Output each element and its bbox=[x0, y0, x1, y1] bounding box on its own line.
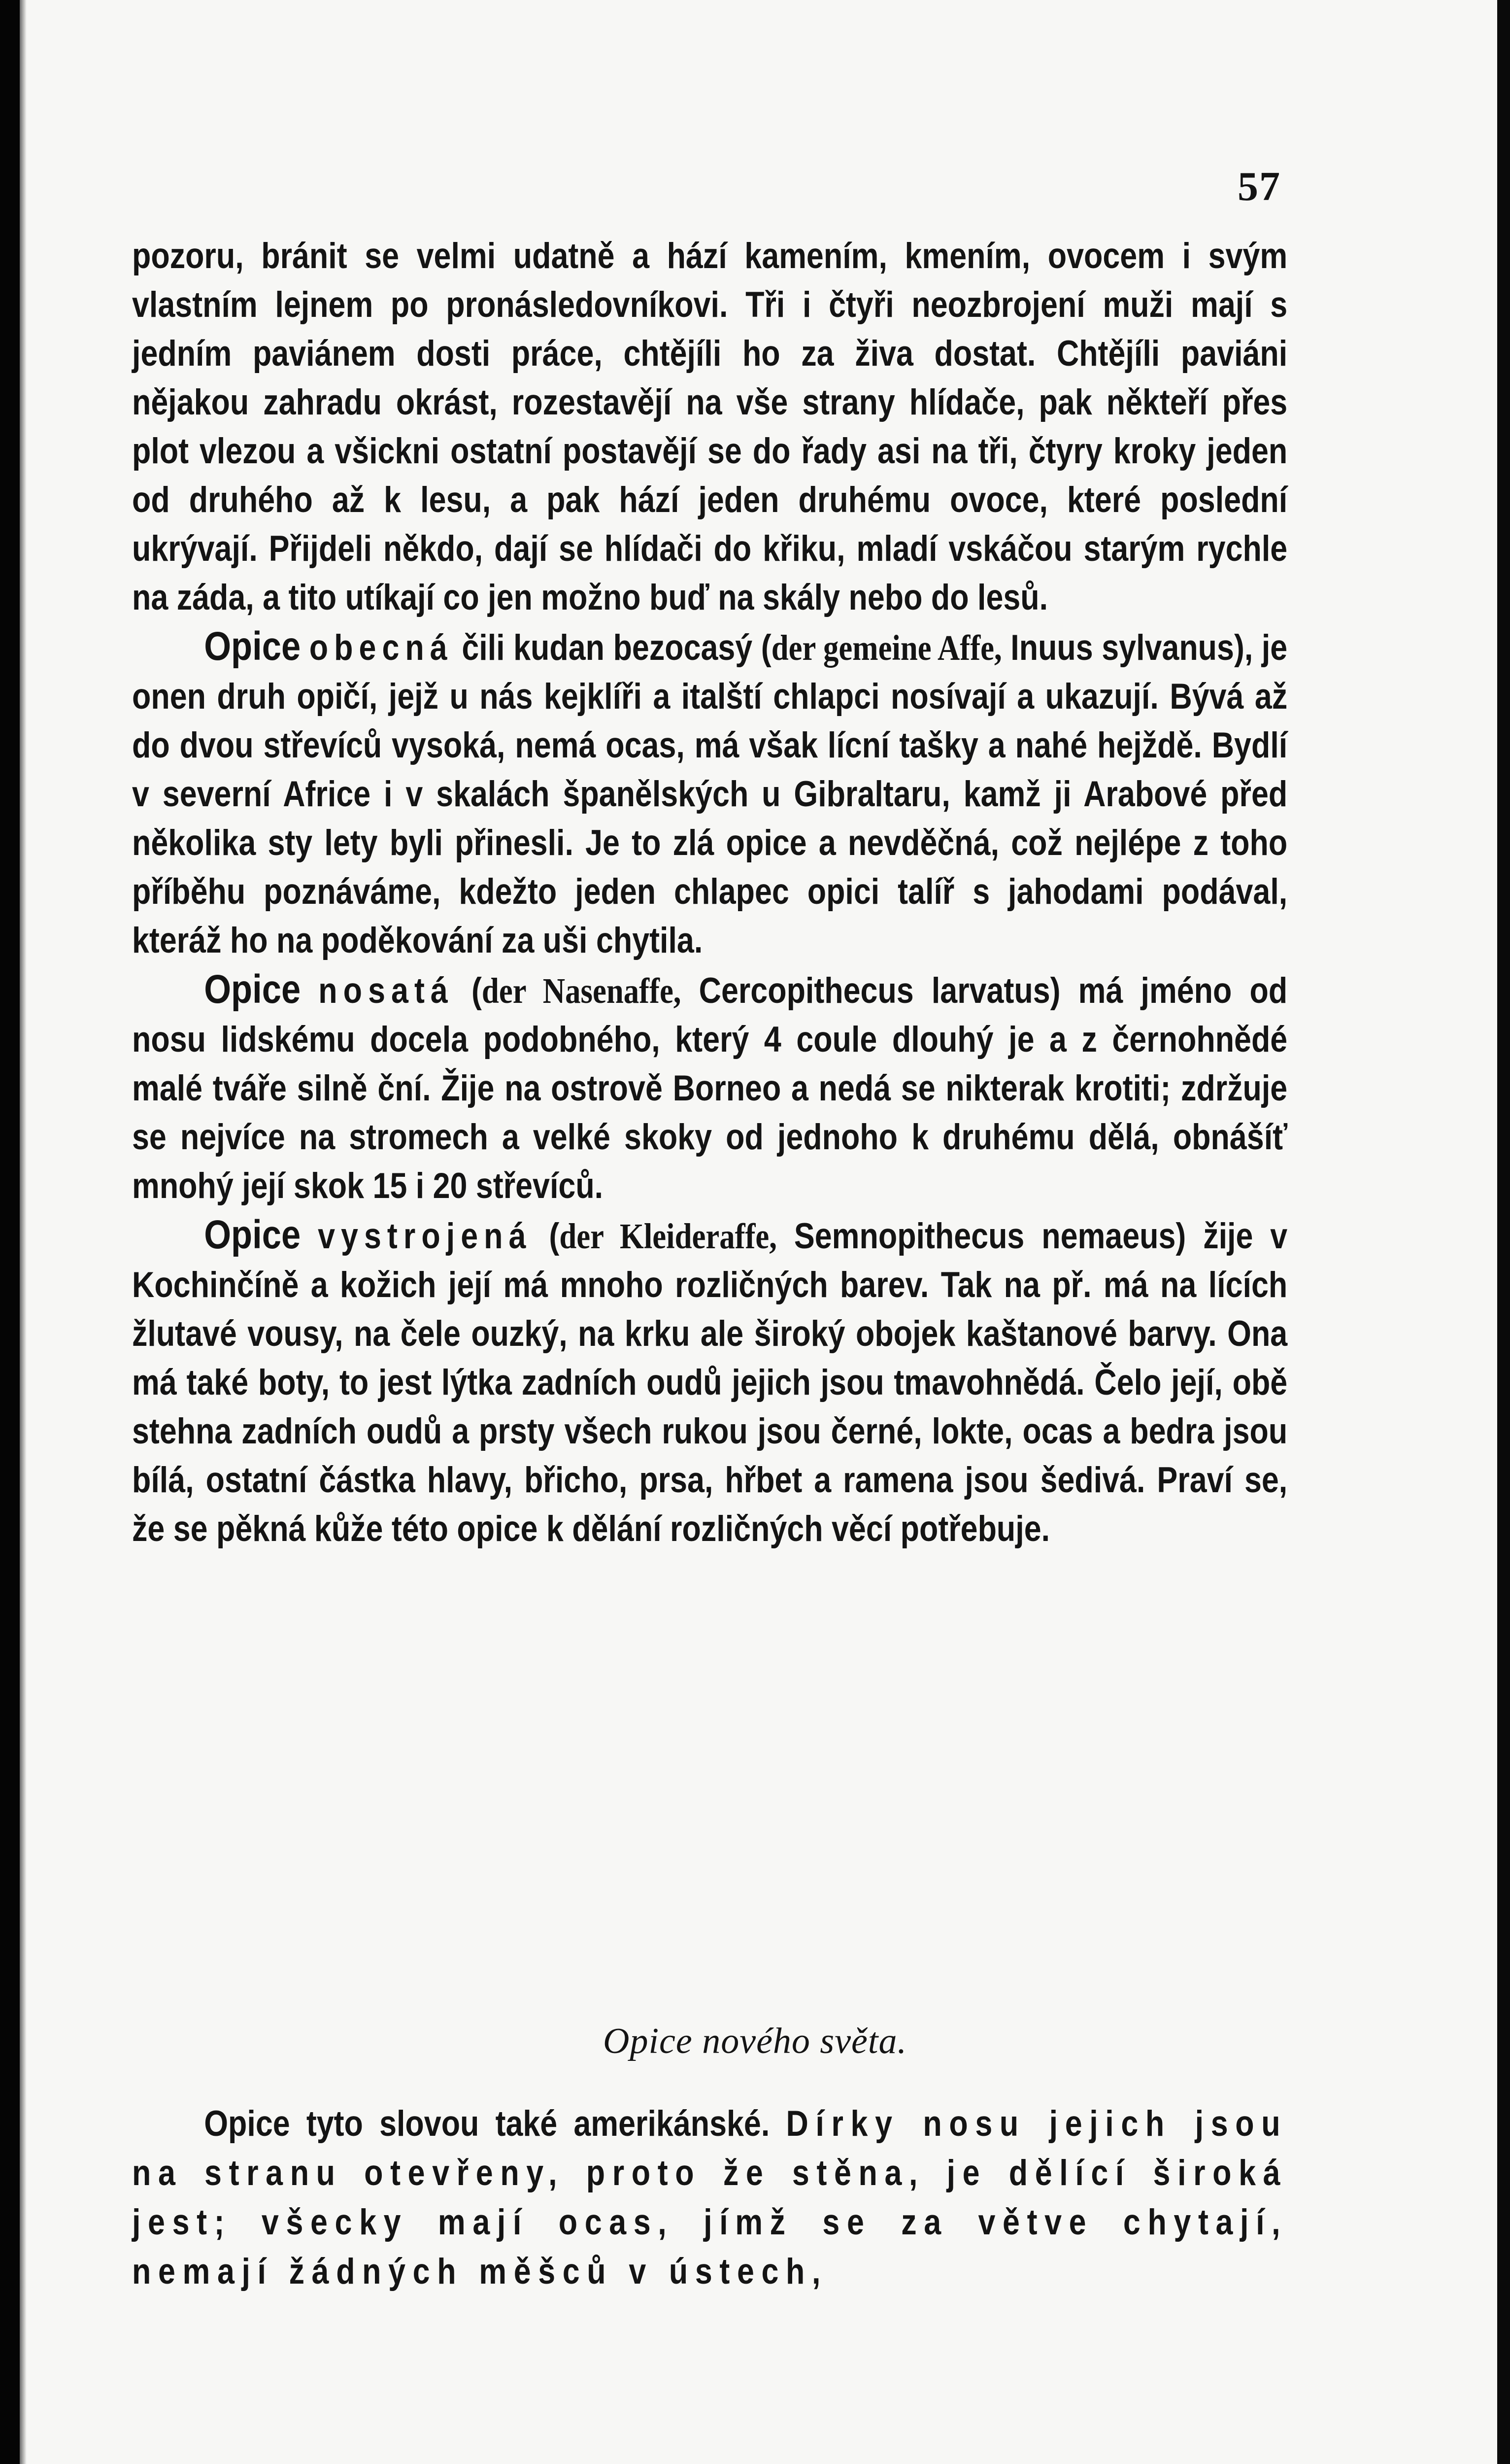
paragraph-text: Semnopithecus nemaeus) žije v Kochinčíně a kožich její má mnoho rozličných barev. Tak na př. má na lících žlutavé vousy, na čele ouzký, na krku ale široký obojek kaštanové barvy. Ona má také boty, to jest lýtka zadních oudů jejich jsou tmavohnědá. Čelo její, obě stehna zadních oudů a prsty všech rukou jsou černé, lokte, ocas a bedra jsou bílá, ostatní částka hlavy, břicho, prsa, hřbet a ramena jsou šedivá. Praví se, že se pěkná kůže této opice k dělání rozličných věcí potřebuje. bbox=[132, 1216, 1288, 1549]
german-name: der Kleideraffe, bbox=[559, 1216, 777, 1256]
paragraph-text: čili kudan bezocasý ( bbox=[462, 628, 772, 668]
section-body-text bbox=[132, 2099, 1287, 2296]
german-name: der gemeine Affe, bbox=[771, 628, 1002, 668]
term-opice: Opice bbox=[204, 624, 301, 669]
epithet-nosata: nosatá bbox=[318, 971, 454, 1011]
page-edge-right bbox=[1497, 0, 1510, 2464]
page-binding-edge-left bbox=[0, 0, 20, 2464]
page-gutter-shadow bbox=[20, 0, 27, 2464]
paragraph-new-world-monkeys bbox=[132, 2099, 1287, 2296]
paragraph-barbary-macaque bbox=[132, 622, 1287, 965]
page-number: 57 bbox=[1238, 164, 1281, 209]
paragraph-text: Cercopithecus larvatus) má jméno od nosu lidskému docela podobného, který 4 coule dlouhý je a z černohnědé malé tváře silně ční. Žije na ostrově Borneo a nedá se nikterak krotiti; zdržuje se nejvíce na stromech a velké skoky od jednoho k druhému dělá, obnášíť mnohý její skok 15 i 20 střevíců. bbox=[132, 971, 1288, 1206]
paragraph-text: Inuus sylvanus), je onen druh opičí, jejž u nás kejklíři a italští chlapci nosívají a ukazují. Bývá až do dvou střevíců vysoká, nemá ocas, má však lícní tašky a nahé hejždě. Bydlí v severní Africe i v skalách španělských u Gibraltaru, kamž ji Arabové před několika sty lety byli přinesli. Je to zlá opice a nevděčná, což nejlépe z toho příběhu poznáváme, kdežto jeden chlapec opici talíř s jahodami podával, kteráž ho na poděkování za uši chytila. bbox=[132, 628, 1288, 960]
paragraph-baboons: pozoru, bránit se velmi udatně a hází kamením, kmením, ovocem i svým vlastním lejnem po pronásledovníkovi. Tři i čtyři neozbrojení muži mají s jedním paviánem dosti práce, chtějíli ho za živa dostat. Chtějíli paviáni nějakou zahradu okrást, rozestavějí na vše strany hlídače, pak někteří přes plot vlezou a všickni ostatní postavějí se do řady asi na tři, čtyry kroky jeden od druhého až k lesu, a pak hází jeden druhému ovoce, které poslední ukrývají. Přijdeli někdo, dají se hlídači do křiku, mladí vskáčou starým rychle na záda, a tito utíkají co jen možno buď na skály nebo do lesů. bbox=[132, 236, 1288, 617]
paragraph-text: ( bbox=[471, 971, 482, 1011]
term-opice: Opice bbox=[204, 967, 301, 1012]
term-opice: Opice bbox=[204, 1212, 301, 1257]
spaced-text: Dírky nosu jejich jsou na stranu otevřeny, proto že stěna, je dělící široká jest; všecky mají ocas, jímž se za větve chytají, nemají žádných měšců v ústech, bbox=[132, 2104, 1288, 2292]
paragraph-proboscis-monkey bbox=[132, 965, 1287, 1210]
body-text bbox=[132, 232, 1287, 1553]
german-name: der Nasenaffe, bbox=[481, 971, 681, 1011]
epithet-obecna: obecná bbox=[309, 628, 453, 668]
paragraph-text: Opice tyto slovou také amerikánské. bbox=[204, 2104, 770, 2144]
paragraph-text: ( bbox=[549, 1216, 560, 1256]
section-heading: Opice nového světa. bbox=[603, 2021, 907, 2061]
epithet-vystrojena: vystrojená bbox=[318, 1216, 532, 1256]
paragraph-douc-langur bbox=[132, 1210, 1287, 1553]
